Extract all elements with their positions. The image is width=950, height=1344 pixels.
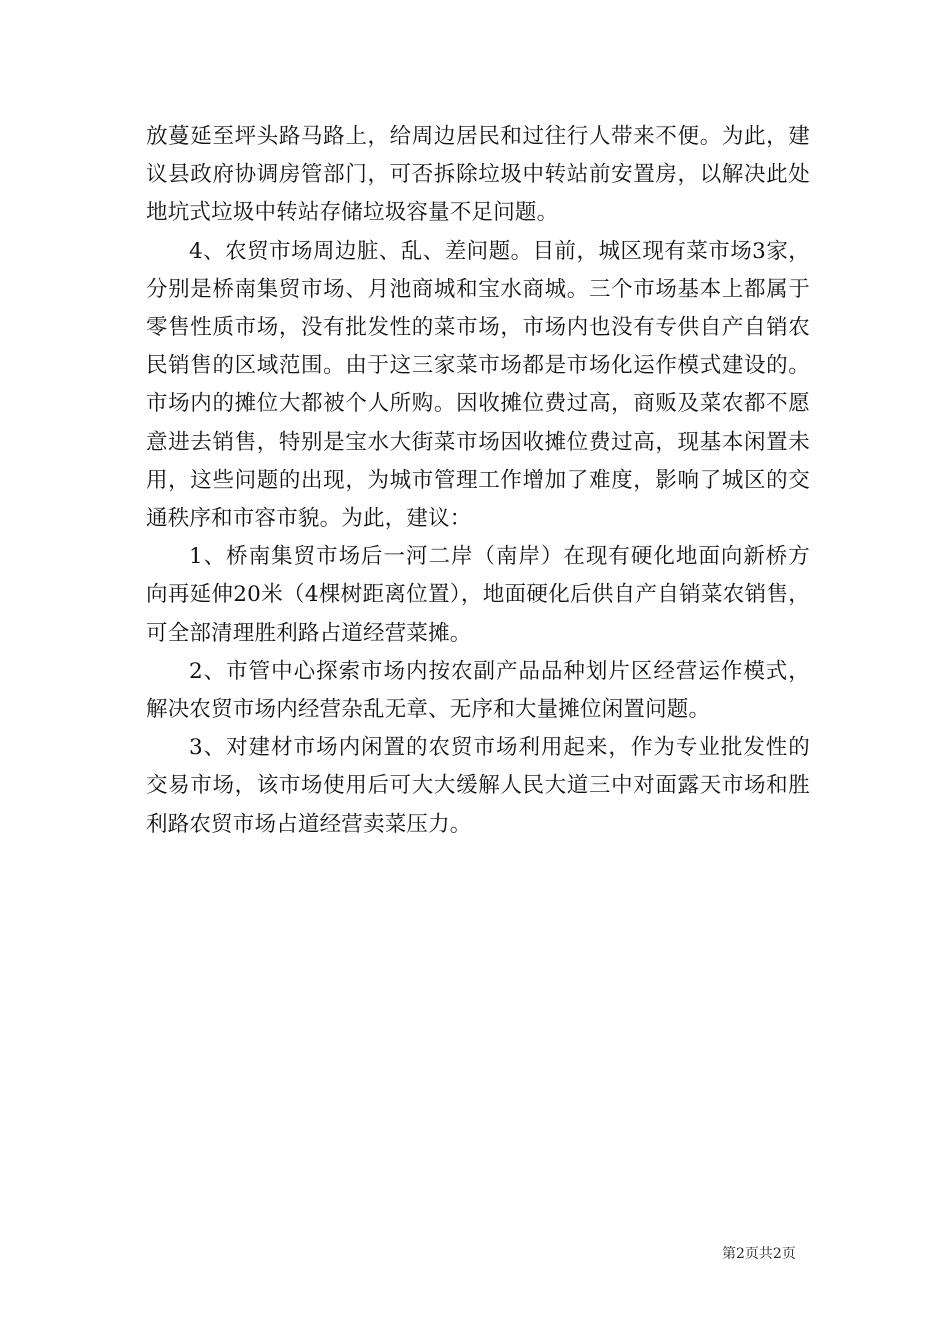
paragraph-continuation: 放蔓延至坪头路马路上，给周边居民和过往行人带来不便。为此，建议县政府协调房管部门，可否拆除垃圾中转站前安置房，以解决此处地坑式垃圾中转站存储垃圾容量不足问题。: [146, 124, 810, 226]
paragraph-item-4-market-issues: 4、农贸市场周边脏、乱、差问题。目前，城区现有菜市场3家，分别是桥南集贸市场、月池商城和宝水商城。三个市场基本上都属于零售性质市场，没有批发性的菜市场，市场内也没有专供自产自销农民销售的区域范围。由于这三家菜市场都是市场化运作模式建设的。市场内的摊位大都被个人所购。因收摊位费过高，商贩及菜农都不愿意进去销售，特别是宝水大街菜市场因收摊位费过高，现基本闲置未用，这些问题的出现，为城市管理工作增加了难度，影响了城区的交通秩序和市容市貌。为此，建议：: [146, 238, 810, 532]
document-body: [146, 118, 810, 844]
paragraph-suggestion-3: 3、对建材市场内闲置的农贸市场利用起来，作为专业批发性的交易市场，该市场使用后可大大缓解人民大道三中对面露天市场和胜利路农贸市场占道经营卖菜压力。: [146, 735, 810, 837]
paragraph-suggestion-2: 2、市管中心探索市场内按农副产品品种划片区经营运作模式，解决农贸市场内经营杂乱无章、无序和大量摊位闲置问题。: [146, 658, 810, 723]
paragraph-suggestion-1: 1、桥南集贸市场后一河二岸（南岸）在现有硬化地面向新桥方向再延伸20米（4棵树距离位置），地面硬化后供自产自销菜农销售，可全部清理胜利路占道经营菜摊。: [146, 544, 810, 646]
page-number-footer: 第2页共2页: [722, 1246, 796, 1262]
